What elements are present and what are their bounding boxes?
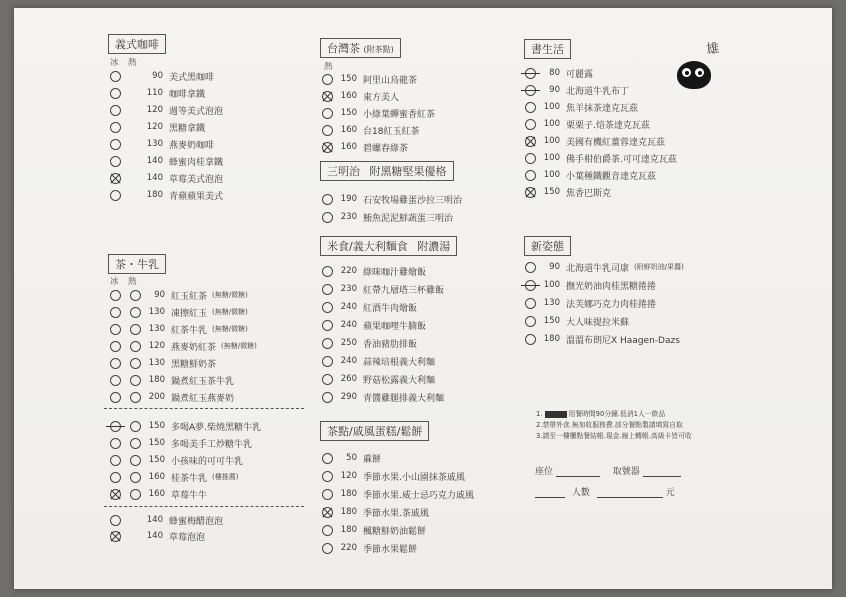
menu-item-row	[110, 372, 234, 388]
item-name: 蜂蜜肉桂拿鐵	[169, 157, 224, 168]
menu-item-row	[110, 304, 248, 320]
order-checkbox[interactable]	[525, 262, 536, 273]
item-price: 120	[146, 122, 163, 132]
tw-tea-section-title	[320, 38, 401, 58]
item-name: 季節水果鬆餅	[363, 544, 418, 555]
order-checkbox[interactable]	[322, 453, 333, 464]
item-name: 香油豬肋排飯	[363, 339, 418, 350]
order-checkbox[interactable]	[322, 543, 333, 554]
order-checkbox[interactable]	[322, 302, 333, 313]
new-section-title: 新姿態	[524, 236, 571, 256]
item-name: 季節水果.茶戚風	[363, 508, 429, 519]
menu-item-row	[525, 313, 629, 329]
ice-checkbox[interactable]	[110, 71, 121, 82]
ice-checkbox[interactable]	[110, 88, 121, 99]
ice-checkbox[interactable]	[110, 190, 121, 201]
item-price: 90	[549, 85, 560, 95]
item-price: 160	[340, 125, 357, 135]
logo-text: 雄	[705, 41, 721, 58]
menu-item-row	[322, 209, 453, 225]
item-price: 160	[340, 91, 357, 101]
item-price: 200	[148, 392, 165, 402]
item-name: 週等美式泡泡	[169, 106, 224, 117]
item-tag: (無糖/微糖)	[221, 342, 257, 350]
ice-checkbox[interactable]	[110, 290, 121, 301]
menu-item-row	[525, 167, 656, 183]
ice-checkbox[interactable]	[110, 324, 121, 335]
item-price: 80	[549, 68, 560, 78]
item-name: 小葉種鐵觀音達克瓦茲	[566, 171, 657, 182]
tw-tea-note: (附茶點)	[363, 45, 394, 54]
item-name: 蔴餅	[363, 454, 382, 465]
menu-item-row	[525, 184, 611, 200]
item-name: 可麗露	[566, 69, 594, 80]
order-checkbox[interactable]	[525, 298, 536, 309]
ice-checkbox[interactable]	[110, 341, 121, 352]
order-checkbox[interactable]	[322, 212, 333, 223]
order-checkbox[interactable]	[322, 338, 333, 349]
item-name: 桂茶牛乳	[171, 473, 208, 484]
order-checkbox[interactable]	[322, 507, 333, 518]
item-name: 栗栗子.焙茶達克瓦茲	[566, 120, 650, 131]
hot-checkbox[interactable]	[130, 290, 141, 301]
menu-item-row	[110, 119, 205, 135]
item-name: 鍋煮紅玉茶牛乳	[171, 376, 235, 387]
divider	[104, 408, 304, 409]
item-name: 蜂蜜梅醋泡泡	[169, 516, 224, 527]
menu-item-row	[110, 187, 223, 203]
item-name: 草莓美式泡泡	[169, 174, 224, 185]
item-price: 100	[543, 102, 560, 112]
menu-item-row	[110, 338, 257, 354]
item-price: 120	[340, 471, 357, 481]
ice-checkbox[interactable]	[110, 489, 121, 500]
menu-item-row	[525, 82, 629, 98]
menu-item-row	[110, 355, 216, 371]
order-checkbox[interactable]	[525, 280, 536, 291]
item-tag: (無糖/微糖)	[212, 308, 248, 316]
order-checkbox[interactable]	[322, 266, 333, 277]
note-2: 2.禁帶外食.無加收服務費.部分餐點製請填寫自取	[536, 421, 683, 429]
sandwich-section-title	[320, 161, 454, 181]
menu-item-row	[525, 295, 656, 311]
item-name: 紅帶九層塔三杯雞飯	[363, 285, 445, 296]
menu-item-row	[525, 65, 593, 81]
item-name: 蘋果咖哩牛腩飯	[363, 321, 427, 332]
hot-checkbox[interactable]	[130, 421, 141, 432]
menu-item-row	[110, 389, 234, 405]
item-name: 美國有機紅薑蓉達克瓦茲	[566, 137, 666, 148]
dessert-section-title: 茶點/戚風蛋糕/鬆餅	[320, 421, 429, 441]
order-checkbox[interactable]	[525, 102, 536, 113]
item-name: 凍擦紅玉	[171, 308, 208, 319]
order-checkbox[interactable]	[525, 187, 536, 198]
item-name: 綠咪咖汁雞燴飯	[363, 267, 427, 278]
menu-item-row	[322, 486, 474, 502]
tea-milk-section-title: 茶・牛乳	[108, 254, 166, 274]
menu-item-row	[110, 153, 223, 169]
item-price: 260	[340, 374, 357, 384]
coffee-ice-label: 冰	[110, 58, 119, 68]
ice-checkbox[interactable]	[110, 358, 121, 369]
order-checkbox[interactable]	[525, 68, 536, 79]
item-name: 佛手柑伯爵茶.可可達克瓦茲	[566, 154, 677, 165]
ice-checkbox[interactable]	[110, 375, 121, 386]
item-price: 130	[543, 298, 560, 308]
order-checkbox[interactable]	[322, 142, 333, 153]
item-price: 150	[148, 438, 165, 448]
people-blank[interactable]	[535, 497, 565, 498]
item-price: 140	[146, 156, 163, 166]
item-price: 120	[148, 341, 165, 351]
people-label: 人數	[571, 488, 590, 498]
sweets-section-title: 書生活	[524, 39, 571, 59]
menu-item-row	[525, 116, 650, 132]
item-name: 美式黑咖啡	[169, 72, 215, 83]
seat-label: 座位	[535, 467, 554, 477]
item-price: 150	[543, 187, 560, 197]
ice-checkbox[interactable]	[110, 515, 121, 526]
menu-item-row	[322, 522, 426, 538]
item-price: 180	[148, 375, 165, 385]
menu-item-row	[322, 540, 417, 556]
item-price: 90	[154, 290, 165, 300]
item-name: 青蘋蘋果美式	[169, 191, 224, 202]
item-price: 100	[543, 153, 560, 163]
item-price: 160	[148, 489, 165, 499]
yuan-label: 元	[665, 488, 675, 498]
item-price: 230	[340, 284, 357, 294]
item-name: 黑糖鮮奶茶	[171, 359, 217, 370]
item-price: 160	[148, 472, 165, 482]
item-name: 大人味提拉米蘇	[566, 317, 630, 328]
hot-checkbox[interactable]	[130, 438, 141, 449]
logo-blob-icon	[677, 61, 711, 89]
menu-item-row	[110, 418, 261, 434]
item-name: 東方美人	[363, 92, 400, 103]
coffee-section-title: 義式咖啡	[108, 34, 166, 54]
item-name: 燕麥奶咖啡	[169, 140, 215, 151]
item-name: 黑糖拿鐵	[169, 123, 206, 134]
number-label: 取號器	[612, 467, 640, 477]
item-name: 鍋煮紅玉燕麥奶	[171, 393, 235, 404]
item-price: 140	[146, 531, 163, 541]
order-checkbox[interactable]	[322, 374, 333, 385]
item-name: 碧螺春綠茶	[363, 143, 409, 154]
ice-checkbox[interactable]	[110, 472, 121, 483]
item-price: 220	[340, 543, 357, 553]
menu-item-row	[322, 263, 426, 279]
item-price: 180	[340, 489, 357, 499]
ice-checkbox[interactable]	[110, 421, 121, 432]
item-name: 燕麥奶紅茶	[171, 342, 217, 353]
menu-item-row	[525, 133, 665, 149]
order-checkbox[interactable]	[322, 320, 333, 331]
order-checkbox[interactable]	[322, 471, 333, 482]
order-checkbox[interactable]	[322, 284, 333, 295]
order-checkbox[interactable]	[525, 85, 536, 96]
item-price: 90	[549, 262, 560, 272]
item-name: 法芙娜巧克力肉桂捲捲	[566, 299, 657, 310]
hot-checkbox[interactable]	[130, 455, 141, 466]
item-name: 多喝美手工炒糖牛乳	[171, 439, 253, 450]
menu-item-row	[322, 139, 408, 155]
hot-checkbox[interactable]	[130, 392, 141, 403]
item-price: 150	[340, 74, 357, 84]
item-price: 90	[152, 71, 163, 81]
note-1: 1. 用餐時間90分鐘.低消1人一飲品	[536, 410, 666, 418]
tea-hot-label: 熱	[128, 277, 137, 287]
menu-item-row	[110, 486, 207, 502]
item-name: 青醬雞腿排義大利麵	[363, 393, 445, 404]
tw-tea-hot-label: 熱	[324, 62, 333, 72]
menu-item-row	[322, 504, 429, 520]
tea-ice-label: 冰	[110, 277, 119, 287]
number-blank[interactable]	[643, 476, 681, 477]
rice-pasta-note: 附濃湯	[417, 240, 451, 253]
menu-item-row	[525, 259, 684, 275]
ice-checkbox[interactable]	[110, 438, 121, 449]
sandwich-note: 附黑糖堅果優格	[369, 165, 447, 178]
item-price: 100	[543, 136, 560, 146]
menu-item-row	[110, 287, 248, 303]
order-checkbox[interactable]	[322, 489, 333, 500]
item-name: 咖啡拿鐵	[169, 89, 206, 100]
item-price: 230	[340, 212, 357, 222]
item-price: 220	[340, 266, 357, 276]
order-checkbox[interactable]	[322, 392, 333, 403]
menu-item-row	[110, 435, 252, 451]
hot-checkbox[interactable]	[130, 489, 141, 500]
menu-item-row	[322, 281, 444, 297]
menu-item-row	[322, 71, 417, 87]
order-checkbox[interactable]	[525, 170, 536, 181]
item-name: 紅酒牛肉燴飯	[363, 303, 418, 314]
item-name: 草莓泡泡	[169, 532, 206, 543]
hot-checkbox[interactable]	[130, 472, 141, 483]
hot-checkbox[interactable]	[130, 358, 141, 369]
item-name: 台18紅玉紅茶	[363, 126, 420, 137]
divider	[104, 506, 304, 507]
order-checkbox[interactable]	[322, 91, 333, 102]
order-checkbox[interactable]	[322, 356, 333, 367]
item-tag: (附鮮奶油/果醬)	[634, 263, 684, 271]
menu-item-row	[110, 469, 238, 485]
item-price: 110	[146, 88, 163, 98]
item-price: 150	[340, 108, 357, 118]
item-price: 120	[146, 105, 163, 115]
menu-item-row	[322, 371, 435, 387]
order-checkbox[interactable]	[322, 74, 333, 85]
menu-item-row	[110, 85, 205, 101]
item-tag: (樓推薦)	[212, 473, 239, 481]
menu-item-row	[322, 191, 462, 207]
order-checkbox[interactable]	[322, 108, 333, 119]
hot-checkbox[interactable]	[130, 375, 141, 386]
item-price: 150	[543, 316, 560, 326]
seat-blank[interactable]	[556, 476, 600, 477]
item-name: 北海道牛乳司康	[566, 263, 630, 274]
item-price: 130	[146, 139, 163, 149]
item-name: 季節水果.威士忌巧克力戚風	[363, 490, 474, 501]
item-price: 190	[340, 194, 357, 204]
menu-item-row	[110, 68, 214, 84]
order-form-line-1	[535, 464, 681, 477]
menu-item-row	[110, 512, 223, 528]
hot-checkbox[interactable]	[130, 324, 141, 335]
ice-checkbox[interactable]	[110, 122, 121, 133]
item-price: 240	[340, 356, 357, 366]
menu-item-row	[322, 468, 465, 484]
item-name: 小孩味的可可牛乳	[171, 456, 244, 467]
item-price: 130	[148, 358, 165, 368]
order-checkbox[interactable]	[525, 334, 536, 345]
item-name: 小綠葉蟬蜜香紅茶	[363, 109, 436, 120]
item-name: 溫溫布朗尼X Haagen-Dazs	[566, 335, 680, 346]
ice-checkbox[interactable]	[110, 105, 121, 116]
order-checkbox[interactable]	[525, 119, 536, 130]
item-tag: (無糖/微糖)	[212, 291, 248, 299]
item-price: 290	[340, 392, 357, 402]
redacted-mark	[545, 411, 567, 418]
menu-item-row	[110, 136, 214, 152]
menu-paper	[14, 8, 832, 589]
item-name: 紅茶牛乳	[171, 325, 208, 336]
item-name: 楓糖鮮奶油鬆餅	[363, 526, 427, 537]
hot-checkbox[interactable]	[130, 307, 141, 318]
item-price: 100	[543, 280, 560, 290]
menu-item-row	[322, 299, 417, 315]
menu-item-row	[322, 317, 426, 333]
item-price: 130	[148, 307, 165, 317]
item-price: 180	[146, 190, 163, 200]
amount-blank[interactable]	[597, 497, 663, 498]
item-name: 焦香巴斯克	[566, 188, 612, 199]
menu-item-row	[525, 277, 656, 293]
item-name: 蒜辣培根義大利麵	[363, 357, 436, 368]
ice-checkbox[interactable]	[110, 139, 121, 150]
item-tag: (無糖/微糖)	[212, 325, 248, 333]
ice-checkbox[interactable]	[110, 455, 121, 466]
order-checkbox[interactable]	[525, 153, 536, 164]
item-price: 100	[543, 170, 560, 180]
item-price: 140	[146, 515, 163, 525]
item-name: 北海道牛乳布丁	[566, 86, 630, 97]
menu-item-row	[322, 88, 399, 104]
item-price: 180	[340, 525, 357, 535]
item-price: 250	[340, 338, 357, 348]
menu-item-row	[322, 335, 417, 351]
item-price: 160	[340, 142, 357, 152]
order-checkbox[interactable]	[525, 136, 536, 147]
order-checkbox[interactable]	[322, 194, 333, 205]
ice-checkbox[interactable]	[110, 173, 121, 184]
order-form-line-2	[535, 485, 675, 498]
item-name: 紅玉紅茶	[171, 291, 208, 302]
item-price: 100	[543, 119, 560, 129]
ice-checkbox[interactable]	[110, 392, 121, 403]
item-name: 鮪魚泥泥鮮蔬蛋三明治	[363, 213, 454, 224]
rice-pasta-title: 米食/義大利麵食	[327, 240, 408, 253]
menu-item-row	[110, 321, 248, 337]
item-name: 多喝A夢.柴燒黑糖牛乳	[171, 422, 262, 433]
item-price: 50	[346, 453, 357, 463]
note-3: 3.請至一樓櫃點餐結帳.現金.線上轉帳.高級卡皆可收	[536, 432, 692, 440]
menu-item-row	[525, 150, 677, 166]
coffee-hot-label: 熱	[128, 58, 137, 68]
rice-pasta-section-title	[320, 236, 457, 256]
item-price: 180	[340, 507, 357, 517]
item-price: 130	[148, 324, 165, 334]
item-name: 野菇松露義大利麵	[363, 375, 436, 386]
item-price: 150	[148, 455, 165, 465]
menu-item-row	[525, 99, 638, 115]
item-price: 180	[543, 334, 560, 344]
item-name: 季節水果.小山園抹茶戚風	[363, 472, 465, 483]
item-price: 240	[340, 302, 357, 312]
ice-checkbox[interactable]	[110, 531, 121, 542]
order-checkbox[interactable]	[322, 125, 333, 136]
order-checkbox[interactable]	[322, 525, 333, 536]
item-name: 草莓牛牛	[171, 490, 208, 501]
menu-item-row	[110, 452, 243, 468]
menu-item-row	[525, 331, 680, 347]
item-price: 240	[340, 320, 357, 330]
order-checkbox[interactable]	[525, 316, 536, 327]
item-name: 撫光奶油肉桂黑糖捲捲	[566, 281, 657, 292]
item-name: 焦羊抹茶達克瓦茲	[566, 103, 639, 114]
menu-item-row	[110, 102, 223, 118]
item-name: 石安牧場雞蛋沙拉三明治	[363, 195, 463, 206]
tw-tea-title: 台灣茶	[327, 42, 360, 55]
menu-item-row	[322, 353, 435, 369]
menu-item-row	[322, 122, 419, 138]
sandwich-title: 三明治	[327, 165, 360, 178]
hot-checkbox[interactable]	[130, 341, 141, 352]
item-price: 150	[148, 421, 165, 431]
menu-item-row	[322, 389, 444, 405]
ice-checkbox[interactable]	[110, 307, 121, 318]
menu-item-row	[110, 170, 223, 186]
menu-item-row	[322, 105, 435, 121]
ice-checkbox[interactable]	[110, 156, 121, 167]
item-price: 140	[146, 173, 163, 183]
menu-item-row	[322, 450, 381, 466]
menu-item-row	[110, 528, 205, 544]
item-name: 阿里山烏龍茶	[363, 75, 418, 86]
